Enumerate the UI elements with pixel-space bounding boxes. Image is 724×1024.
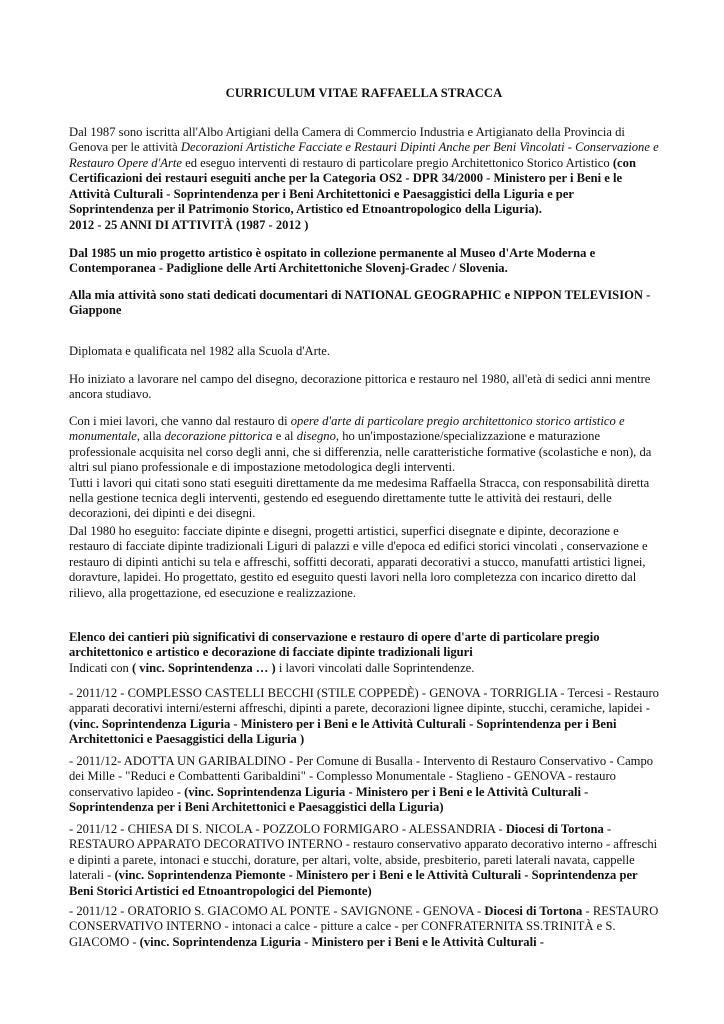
entry-text: - 2011/12 - COMPLESSO CASTELLI BECCHI (STILE COPPEDÈ) - GENOVA - TORRIGLIA - Tercesi - Restauro apparati decorativi interni/esterni affreschi, dipinti a parete, decorazioni lignee dipinte, stucchi, ceramiche, lapidei - xyxy=(69,686,659,716)
entry-text-2: - RESTAURO APPARATO DECORATIVO INTERNO - restauro conservativo apparato decorativo interno - affreschi e dipinti a parete, intonaci e stucchi, dorature, per altari, volte, abside, presbiterio, pareti laterali navata, cappelle laterali - xyxy=(69,822,658,883)
works-italic-3: disegno xyxy=(296,429,336,444)
since-1980-paragraph: Dal 1980 ho eseguito: facciate dipinte e disegni, progetti artistici, superfici disegnate e dipinte, decorazione e restauro di facciate dipinte tradizionali Liguri di palazzi e ville d'epoca ed edifici storici vincolati , conservazione e restauro di dipinti antichi su tela e affreschi, soffitti decorati, apparati decorativi a stucco, manufatti artistici lignei, doravture, lapidei. Ho progettato, gestito ed eseguito questi lavori nella loro completezza con incarico diretto dal rilievo, alla progettazione, ed esecuzione e realizzazione. xyxy=(69,524,648,600)
works-paragraph xyxy=(69,414,659,522)
intro-activities: Decorazioni Artistiche Facciate e Restauri Dipinti Anche per Beni Vincolati - Conservazione e Restauro Opere d'Arte xyxy=(69,140,659,170)
list-header-title: Elenco dei cantieri più significativi di conservazione e restauro di opere d'arte di particolare pregio architettonico e artistico e decorazione di facciate dipinte tradizionali liguri xyxy=(69,630,600,660)
entry-constraint: (vinc. Soprintendenza Piemonte - Ministero per i Beni e le Attività Culturali - Soprintendenza per Beni Storici Artistici ed Etnoantropologici del Piemonte) xyxy=(69,868,638,898)
works-text-2: , alla xyxy=(136,429,165,444)
works-text-5: Tutti i lavori qui citati sono stati eseguiti direttamente da me medesima Raffaella Stracca, con responsabilità diretta nella gestione tecnica degli interventi, gestendo ed eseguendo direttamente tutte le attività dei restauri, delle decorazioni, dei dipinti e dei disegni. xyxy=(69,475,650,521)
list-item xyxy=(69,822,659,899)
intro-text-2: ed eseguo interventi di restauro di particolare pregio Architettonico Storico Artistico xyxy=(181,155,613,170)
list-item xyxy=(69,686,659,748)
entry-constraint: (vinc. Soprintendenza Liguria - Ministero per i Beni e le Attività Culturali - Soprintendenza per i Beni Architettonici e Paesaggistici della Liguria ) xyxy=(69,716,617,747)
entry-text: - 2011/12 - CHIESA DI S. NICOLA - POZZOLO FORMIGARO - ALESSANDRIA - xyxy=(69,822,506,836)
intro-text: Dal 1987 sono iscritta all'Albo Artigiani della Camera di Commercio Industria e Artigianato della Provincia di Genova per le attività xyxy=(69,125,625,155)
entry-diocese: Diocesi di Tortona xyxy=(505,822,604,836)
museum-paragraph: Dal 1985 un mio progetto artistico è ospitato in collezione permanente al Museo d'Arte Moderna e Contemporanea - Padiglione delle Arti Architettoniche Slovenj-Gradec / Slovenia. xyxy=(69,246,596,276)
entry-constraint: (vinc. Soprintendenza Liguria - Ministero per i Beni e le Attività Culturali - Soprintendenza per i Beni Architettonici e Paesaggistici della Liguria) xyxy=(69,784,589,815)
intro-paragraph xyxy=(69,125,659,217)
documentaries-paragraph: Alla mia attività sono stati dedicati documentari di NATIONAL GEOGRAPHIC e NIPPON TELEVISION - Giappone xyxy=(69,288,651,318)
list-header xyxy=(69,630,659,676)
works-italic-1: opere d'arte di particolare pregio architettonico storico artistico e monumentale xyxy=(69,414,625,444)
works-text-3: e al xyxy=(272,429,297,444)
list-header-marker: ( vinc. Soprintendenza … ) xyxy=(131,660,276,675)
entry-text: - 2011/12 - ORATORIO S. GIACOMO AL PONTE - SAVIGNONE - GENOVA - xyxy=(69,904,485,918)
entry-diocese: Diocesi di Tortona xyxy=(484,904,583,918)
career-start-paragraph: Ho iniziato a lavorare nel campo del disegno, decorazione pittorica e restauro nel 1980, all'età di sedici anni mentre ancora studiavo. xyxy=(69,372,651,402)
anniversary-heading: 2012 - 25 ANNI DI ATTIVITÀ (1987 - 2012 ) xyxy=(69,218,309,232)
list-item xyxy=(69,904,659,950)
entry-text-2: - RESTAURO CONSERVATIVO INTERNO - intonaci a calce - pitture a calce - per CONFRATERNITA SS.TRINITÀ e S. GIACOMO - xyxy=(69,904,659,949)
document-title: CURRICULUM VITAE RAFFAELLA STRACCA xyxy=(225,86,503,100)
works-italic-2: decorazione pittorica xyxy=(164,429,273,444)
diploma-paragraph: Diplomata e qualificata nel 1982 alla Scuola d'Arte. xyxy=(69,344,331,358)
list-header-text: Indicati con xyxy=(69,660,132,675)
works-text-4: , ho un'impostazione/specializzazione e maturazione professionale acquisita nel corso degli anni, che si differenzia, nelle caratteristiche formative (scolastiche e non), da altri sul piano professionale e di impostazione metodologica degli interventi. xyxy=(69,429,652,475)
intro-certifications: (con Certificazioni dei restauri eseguiti anche per la Categoria OS2 - DPR 34/2000 - Ministero per i Beni e le Attività Culturali - Soprintendenza per i Beni Architettonici e Paesaggistici della Liguria e per Soprintendenza per il Patrimonio Storico, Artistico ed Etnoantropologico della Liguria). xyxy=(69,155,636,217)
works-text-1: Con i miei lavori, che vanno dal restauro di xyxy=(69,414,291,428)
entry-text: - 2011/12- ADOTTA UN GARIBALDINO - Per Comune di Busalla - Intervento di Restauro Conservativo - Campo dei Mille - "Reduci e Combattenti Garibaldini" - Complesso Monumentale - Staglieno - GENOVA - restauro conservativo lapideo - xyxy=(69,754,654,799)
list-header-text-2: i lavori vincolati dalle Soprintendenze. xyxy=(275,660,475,675)
entry-constraint: (vinc. Soprintendenza Liguria - Ministero per i Beni e le Attività Culturali - xyxy=(139,934,544,949)
list-item xyxy=(69,754,659,816)
